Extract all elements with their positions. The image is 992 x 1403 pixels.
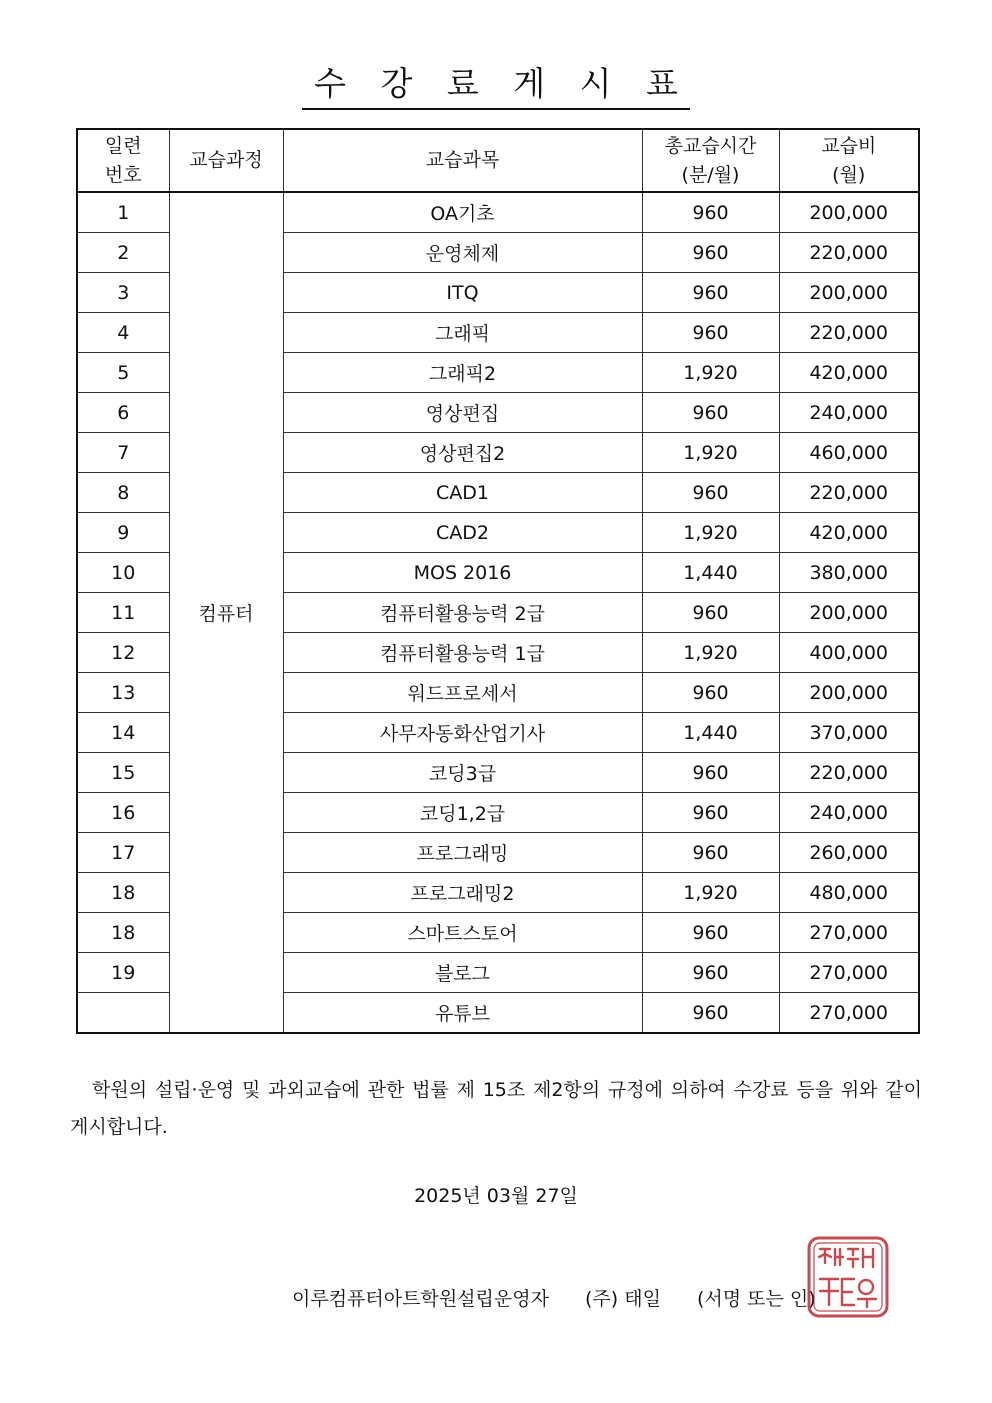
cell-serial-no: 13 — [77, 673, 169, 713]
cell-subject: ITQ — [283, 273, 642, 313]
fee-table — [76, 128, 920, 1034]
cell-serial-no: 18 — [77, 873, 169, 913]
cell-serial-no: 17 — [77, 833, 169, 873]
cell-serial-no: 19 — [77, 953, 169, 993]
table-row — [77, 192, 919, 233]
cell-fee: 220,000 — [779, 753, 919, 793]
fee-table-body — [77, 192, 919, 1033]
header-course: 교습과정 — [169, 129, 283, 192]
cell-total-hours: 1,920 — [642, 633, 779, 673]
cell-serial-no: 7 — [77, 433, 169, 473]
cell-total-hours: 960 — [642, 673, 779, 713]
cell-serial-no: 9 — [77, 513, 169, 553]
cell-total-hours: 1,440 — [642, 553, 779, 593]
cell-total-hours: 1,920 — [642, 353, 779, 393]
cell-fee: 200,000 — [779, 273, 919, 313]
cell-serial-no: 15 — [77, 753, 169, 793]
cell-subject: 영상편집2 — [283, 433, 642, 473]
cell-serial-no: 8 — [77, 473, 169, 513]
cell-fee: 220,000 — [779, 233, 919, 273]
document-date: 2025년 03월 27일 — [414, 1185, 578, 1207]
cell-course-name: 컴퓨터 — [169, 192, 283, 1033]
cell-subject: 프로그래밍2 — [283, 873, 642, 913]
cell-serial-no: 3 — [77, 273, 169, 313]
cell-subject: 코딩1,2급 — [283, 793, 642, 833]
cell-serial-no: 10 — [77, 553, 169, 593]
cell-total-hours: 960 — [642, 793, 779, 833]
cell-total-hours: 960 — [642, 753, 779, 793]
cell-subject: 사무자동화산업기사 — [283, 713, 642, 753]
cell-total-hours: 960 — [642, 593, 779, 633]
cell-total-hours: 960 — [642, 393, 779, 433]
cell-subject: 프로그래밍 — [283, 833, 642, 873]
cell-fee: 270,000 — [779, 953, 919, 993]
cell-subject: CAD1 — [283, 473, 642, 513]
cell-subject: OA기초 — [283, 192, 642, 233]
cell-total-hours: 960 — [642, 273, 779, 313]
cell-total-hours: 1,440 — [642, 713, 779, 753]
cell-subject: 그래픽2 — [283, 353, 642, 393]
cell-fee: 270,000 — [779, 993, 919, 1034]
cell-fee: 220,000 — [779, 313, 919, 353]
cell-subject: 블로그 — [283, 953, 642, 993]
cell-total-hours: 960 — [642, 233, 779, 273]
cell-serial-no: 6 — [77, 393, 169, 433]
cell-total-hours: 960 — [642, 313, 779, 353]
cell-fee: 460,000 — [779, 433, 919, 473]
cell-subject: 코딩3급 — [283, 753, 642, 793]
cell-total-hours: 960 — [642, 833, 779, 873]
cell-total-hours: 1,920 — [642, 513, 779, 553]
header-total-hours: 총교습시간 (분/월) — [642, 129, 779, 192]
cell-fee: 240,000 — [779, 393, 919, 433]
cell-fee: 260,000 — [779, 833, 919, 873]
company-seal-stamp — [806, 1235, 890, 1319]
sign-placeholder: (서명 또는 인) — [697, 1288, 816, 1310]
header-subject: 교습과목 — [283, 129, 642, 192]
cell-fee: 400,000 — [779, 633, 919, 673]
cell-fee: 420,000 — [779, 353, 919, 393]
cell-serial-no: 1 — [77, 192, 169, 233]
cell-total-hours: 960 — [642, 953, 779, 993]
cell-fee: 480,000 — [779, 873, 919, 913]
cell-subject: 스마트스토어 — [283, 913, 642, 953]
cell-total-hours: 960 — [642, 913, 779, 953]
cell-subject: 컴퓨터활용능력 1급 — [283, 633, 642, 673]
cell-total-hours: 960 — [642, 473, 779, 513]
cell-fee: 200,000 — [779, 593, 919, 633]
cell-serial-no: 12 — [77, 633, 169, 673]
cell-serial-no: 14 — [77, 713, 169, 753]
header-serial-no: 일련 번호 — [77, 129, 169, 192]
cell-fee: 380,000 — [779, 553, 919, 593]
cell-subject: 유튜브 — [283, 993, 642, 1034]
cell-serial-no: 2 — [77, 233, 169, 273]
cell-subject: 컴퓨터활용능력 2급 — [283, 593, 642, 633]
cell-serial-no: 16 — [77, 793, 169, 833]
cell-serial-no: 5 — [77, 353, 169, 393]
cell-fee: 270,000 — [779, 913, 919, 953]
cell-serial-no — [77, 993, 169, 1034]
cell-subject: CAD2 — [283, 513, 642, 553]
company-name: (주) 태일 — [585, 1288, 661, 1310]
cell-total-hours: 1,920 — [642, 873, 779, 913]
table-header-row — [77, 129, 919, 192]
document-title: 수 강 료 게 시 표 — [302, 62, 690, 110]
cell-total-hours: 960 — [642, 192, 779, 233]
cell-subject: 워드프로세서 — [283, 673, 642, 713]
cell-subject: 운영체제 — [283, 233, 642, 273]
operator-name: 이루컴퓨터아트학원설립운영자 — [292, 1288, 549, 1310]
header-fee: 교습비 (월) — [779, 129, 919, 192]
legal-notice: 학원의 설립·운영 및 과외교습에 관한 법률 제 15조 제2항의 규정에 의하여 수강료 등을 위와 같이 게시합니다. — [70, 1079, 922, 1138]
cell-fee: 420,000 — [779, 513, 919, 553]
cell-subject: MOS 2016 — [283, 553, 642, 593]
cell-total-hours: 1,920 — [642, 433, 779, 473]
cell-fee: 240,000 — [779, 793, 919, 833]
cell-subject: 그래픽 — [283, 313, 642, 353]
cell-serial-no: 18 — [77, 913, 169, 953]
cell-fee: 220,000 — [779, 473, 919, 513]
cell-fee: 200,000 — [779, 192, 919, 233]
document-title-wrap — [0, 62, 992, 110]
cell-serial-no: 4 — [77, 313, 169, 353]
cell-total-hours: 960 — [642, 993, 779, 1034]
cell-fee: 200,000 — [779, 673, 919, 713]
cell-subject: 영상편집 — [283, 393, 642, 433]
cell-serial-no: 11 — [77, 593, 169, 633]
cell-fee: 370,000 — [779, 713, 919, 753]
